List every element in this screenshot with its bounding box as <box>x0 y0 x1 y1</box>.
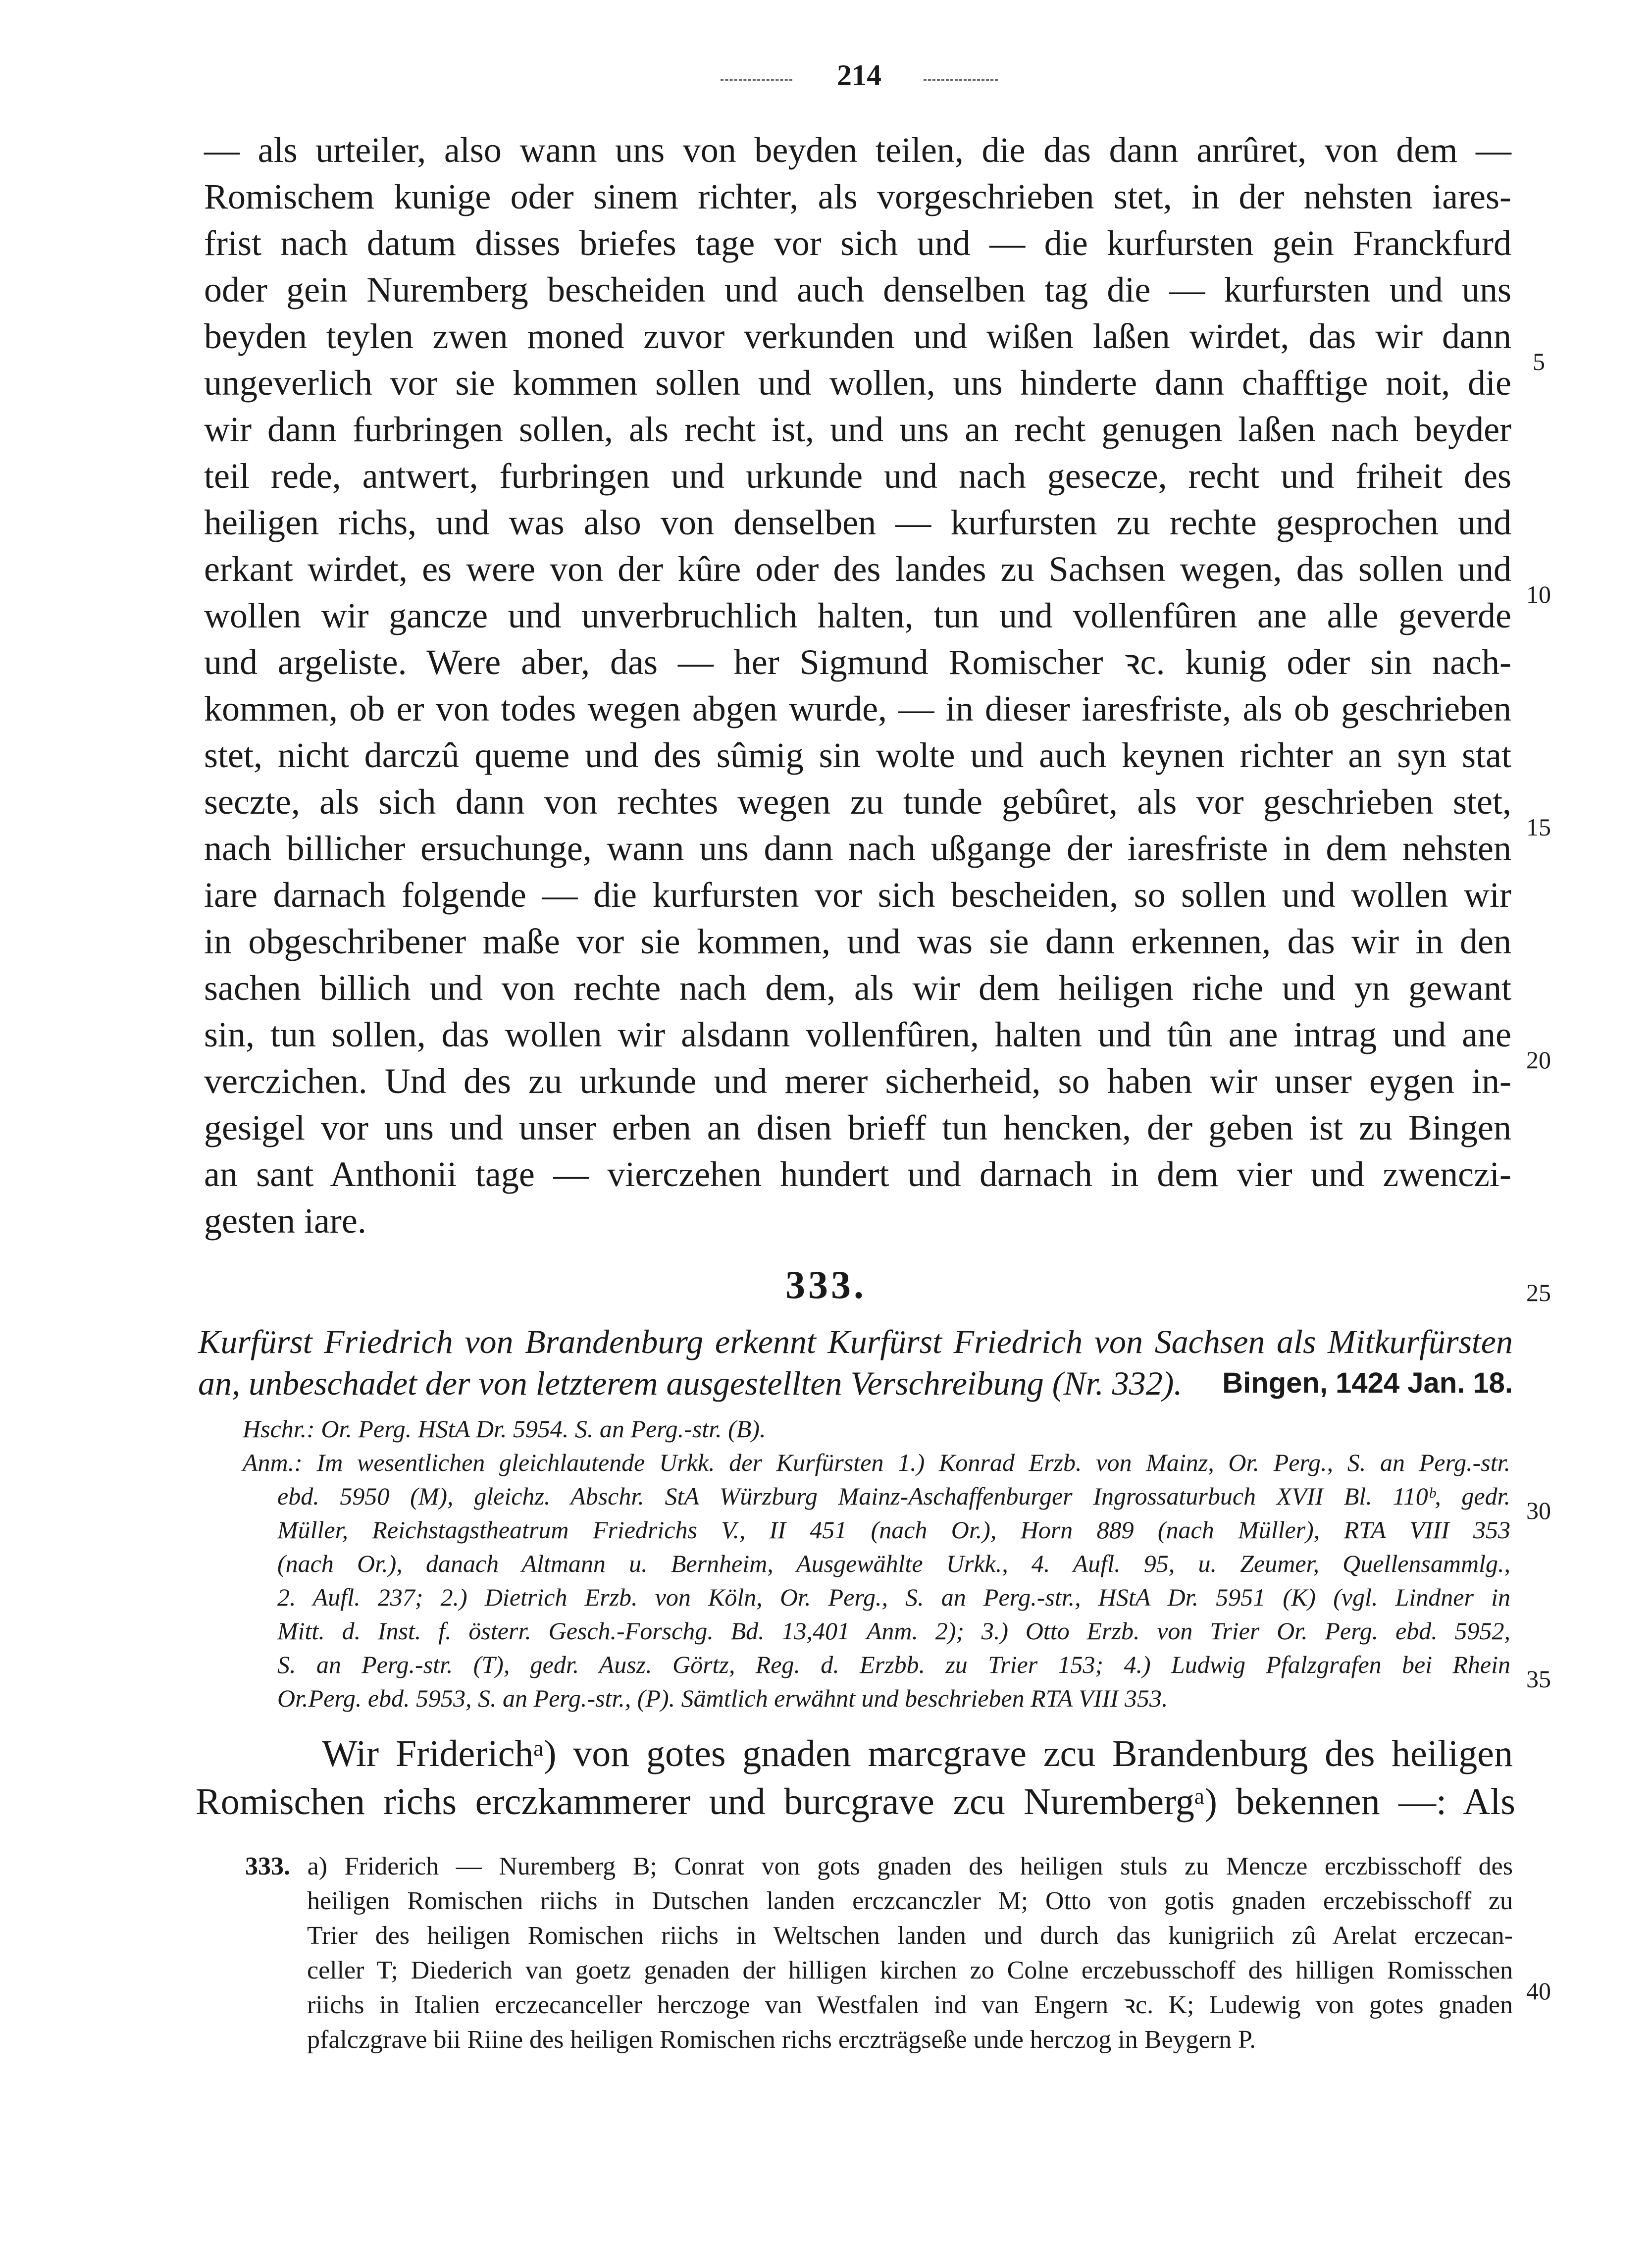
text-line: — als urteiler, also wann uns von beyden teilen, die das dann anrûret, von dem — <box>204 130 1511 170</box>
footnote-line: pfalczgrave bii Riine des heiligen Romischen richs erczträgseße unde herczog in Beygern P. <box>307 2026 1256 2054</box>
text-line: nach billicher ersuchunge, wann uns dann nach ußgange der iaresfriste in dem nehsten <box>204 829 1511 868</box>
line-number: 25 <box>1526 1279 1551 1306</box>
text-line: oder gein Nuremberg bescheiden und auch denselben tag die — kurfursten und uns <box>204 270 1511 310</box>
footnote-line <box>245 1850 1513 1883</box>
regest-line-with-date <box>198 1363 1513 1404</box>
apparatus-line: Mitt. d. Inst. f. österr. Gesch.-Forschg. Bd. 13,401 Anm. 2); 3.) Otto Erzb. von Trier Or. Perg. ebd. 5952, <box>277 1617 1510 1645</box>
page-number: 214 <box>837 59 881 92</box>
apparatus-line: 2. Aufl. 237; 2.) Dietrich Erzb. von Köln, Or. Perg., S. an Perg.-str., HStA Dr. 5951 (K) (vgl. Lindner in <box>277 1583 1510 1611</box>
text-line: gesten iare. <box>204 1201 366 1241</box>
text-line: in obgeschribener maße vor sie kommen, und was sie dann erkennen, das wir in den <box>204 922 1511 961</box>
line-number: 35 <box>1526 1665 1551 1693</box>
text-line: Romischem kunige oder sinem richter, als vorgeschrieben stet, in der nehsten iares- <box>204 177 1511 216</box>
footnote-line: heiligen Romischen riichs in Dutschen landen erczcanczler M; Otto von gotis gnaden erczebisschoff zu <box>307 1887 1513 1915</box>
apparatus-line: Müller, Reichstagstheatrum Friedrichs V., II 451 (nach Or.), Horn 889 (nach Müller), RTA VIII 353 <box>277 1516 1510 1544</box>
footnote-line: Trier des heiligen Romischen riichs in Weltschen landen und durch das kunigriich zû Arelat erczecan- <box>307 1922 1513 1950</box>
text-line: erkant wirdet, es were von der kûre oder des landes zu Sachsen wegen, das sollen und <box>204 549 1511 589</box>
line-number: 20 <box>1526 1046 1551 1074</box>
text-line: stet, nicht darczû queme und des sûmig sin wolte und auch keynen richter an syn stat <box>204 735 1511 775</box>
footnote-label: 333. <box>245 1852 290 1880</box>
page-header <box>0 58 1652 98</box>
header-rule-left <box>721 79 792 81</box>
line-number: 5 <box>1533 348 1545 375</box>
line-number: 30 <box>1526 1497 1551 1524</box>
apparatus-line: Hschr.: Or. Perg. HStA Dr. 5954. S. an Perg.-str. (B). <box>243 1415 766 1443</box>
text-line: iare darnach folgende — die kurfursten vor sich bescheiden, so sollen und wollen wir <box>204 875 1511 915</box>
line-number: 40 <box>1526 1977 1551 2005</box>
text-line: seczte, als sich dann von rechtes wegen zu tunde gebûret, als vor geschrieben stet, <box>204 782 1511 822</box>
footnote-line: riichs in Italien erczecanceller herczoge van Westfalen ind van Engern ꝛc. K; Ludewig von gotes gnaden <box>307 1991 1513 2019</box>
text-line: sachen billich und von rechte nach dem, als wir dem heiligen riche und yn gewant <box>204 968 1511 1008</box>
apparatus-line: ebd. 5950 (M), gleichz. Abschr. StA Würzburg Mainz-Aschaffenburger Ingrossaturbuch XVII Bl. 110ᵇ, gedr. <box>277 1482 1510 1510</box>
text-line: ungeverlich vor sie kommen sollen und wollen, uns hinderte dann chafftige noit, die <box>204 363 1511 403</box>
text-line: sin, tun sollen, das wollen wir alsdann vollenfûren, halten und tûn ane intrag und ane <box>204 1015 1511 1054</box>
opening-line: Wir Friderichᵃ) von gotes gnaden marcgrave zcu Brandenburg des heiligen <box>322 1733 1513 1774</box>
apparatus-line: Anm.: Im wesentlichen gleichlautende Urkk. der Kurfürsten 1.) Konrad Erzb. von Mainz, Or. Perg., S. an Perg.-str. <box>243 1449 1510 1476</box>
text-line: heiligen richs, und was also von denselben — kurfursten zu rechte gesprochen und <box>204 503 1511 542</box>
text-line: wir dann furbringen sollen, als recht ist, und uns an recht genugen laßen nach beyder <box>204 410 1511 449</box>
regest-line: an, unbeschadet der von letzterem ausgestellten Verschreibung (Nr. 332). <box>198 1364 1183 1402</box>
dateline: Bingen, 1424 Jan. 18. <box>1222 1367 1513 1399</box>
text-line: gesigel vor uns und unser erben an disen brieff tun hencken, der geben ist zu Bingen <box>204 1108 1511 1147</box>
apparatus-line: (nach Or.), danach Altmann u. Bernheim, Ausgewählte Urkk., 4. Aufl. 95, u. Zeumer, Quellensammlg., <box>277 1550 1510 1577</box>
text-line: und argeliste. Were aber, das — her Sigmund Romischer ꝛc. kunig oder sin nach- <box>204 642 1511 682</box>
text-line: beyden teylen zwen moned zuvor verkunden und wißen laßen wirdet, das wir dann <box>204 316 1511 356</box>
document-number: 333. <box>785 1263 867 1307</box>
footnote-line: celler T; Diederich van goetz genaden der hilligen kirchen zo Colne erczebusschoff des hilligen Romisschen <box>307 1956 1513 1984</box>
line-number: 10 <box>1526 580 1551 608</box>
opening-line: Romischen richs erczkammerer und burcgrave zcu Nurembergᵃ) bekennen —: Als <box>196 1781 1515 1823</box>
text-line: an sant Anthonii tage — vierczehen hundert und darnach in dem vier und zwenczi- <box>204 1154 1511 1194</box>
apparatus-line: S. an Perg.-str. (T), gedr. Ausz. Görtz, Reg. d. Erzbb. zu Trier 153; 4.) Ludwig Pfalzgrafen bei Rhein <box>277 1651 1510 1678</box>
text-line: teil rede, antwert, furbringen und urkunde und nach gesecze, recht und friheit des <box>204 456 1511 496</box>
header-rule-right <box>924 79 998 81</box>
footnote-text: a) Friderich — Nuremberg B; Conrat von gots gnaden des heiligen stuls zu Mencze erczbisschoff des <box>307 1852 1513 1880</box>
regest-line: Kurfürst Friedrich von Brandenburg erkennt Kurfürst Friedrich von Sachsen als Mitkurfürsten <box>198 1323 1513 1360</box>
text-line: wollen wir gancze und unverbruchlich halten, tun und vollenfûren ane alle geverde <box>204 596 1511 635</box>
text-line: kommen, ob er von todes wegen abgen wurde, — in dieser iaresfriste, als ob geschrieben <box>204 689 1511 729</box>
text-line: verczichen. Und des zu urkunde und merer sicherheid, so haben wir unser eygen in- <box>204 1061 1511 1101</box>
text-line: frist nach datum disses briefes tage vor sich und — die kurfursten gein Franckfurd <box>204 223 1511 263</box>
line-number: 15 <box>1526 813 1551 841</box>
apparatus-line: Or.Perg. ebd. 5953, S. an Perg.-str., (P). Sämtlich erwähnt und beschrieben RTA VIII 353. <box>277 1684 1168 1712</box>
